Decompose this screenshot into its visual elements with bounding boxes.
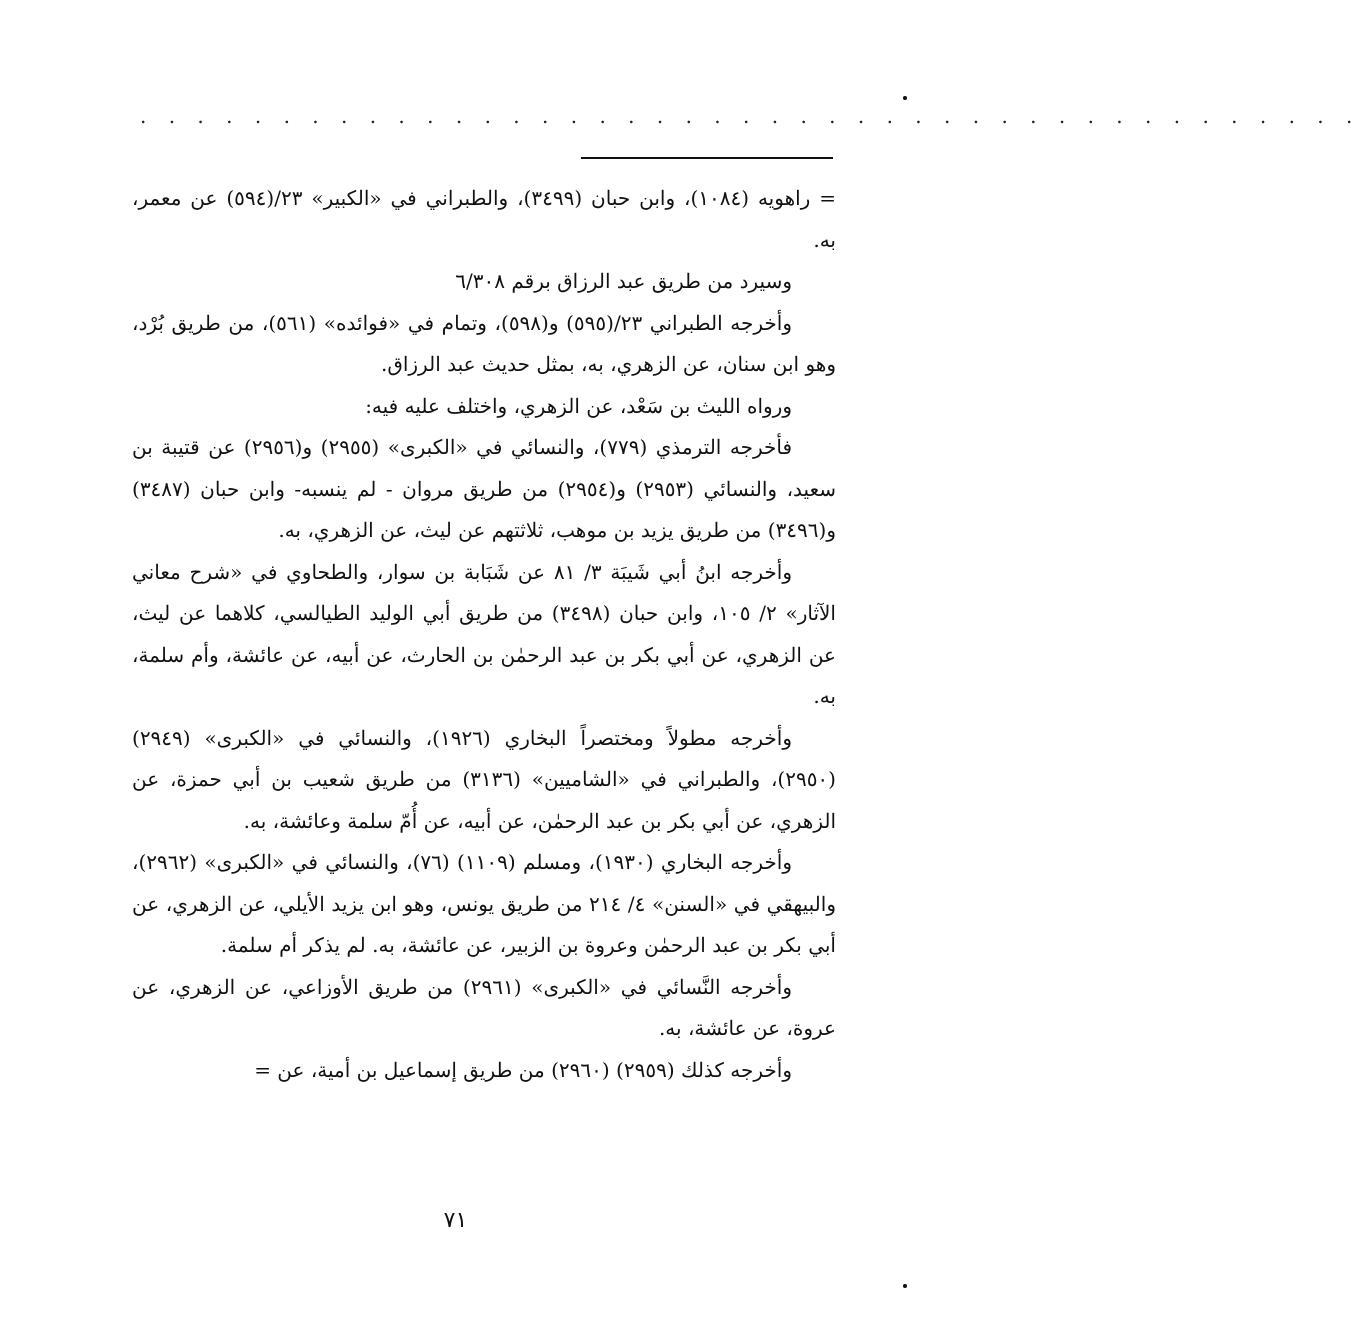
footnote-rule (581, 157, 833, 159)
section-separator-dots: . . . . . . . . . . . . . . . . . . . . . . . . . . . . . . . . . . . . . . . . . . . (140, 104, 1360, 128)
footnote-paragraph: وأخرجه كذلك (٢٩٥٩) (٢٩٦٠) من طريق إسماعيل بن أمية، عن = (254, 1057, 792, 1082)
footnote-paragraph: وأخرجه الطبراني ٢٣/(٥٩٥) و(٥٩٨)، وتمام في «فوائده» (٥٦١)، من طريق بُرْد، وهو ابن سنان، عن الزهري، به، بمثل حديث عبد الرزاق. (132, 310, 836, 376)
footnote-paragraph: = راهويه (١٠٨٤)، وابن حبان (٣٤٩٩)، والطبراني في «الكبير» ٢٣/(٥٩٤) عن معمر، به. (132, 186, 836, 252)
footnote-paragraph: فأخرجه الترمذي (٧٧٩)، والنسائي في «الكبرى» (٢٩٥٥) و(٢٩٥٦) عن قتيبة بن سعيد، والنسائي (٢٩٥٣) و(٢٩٥٤) من طريق مروان - لم ينسبه- وابن حبان (٣٤٨٧) و(٣٤٩٦) من طريق يزيد بن موهب، ثلاثتهم عن ليث، عن الزهري، به. (132, 435, 836, 542)
footnote-paragraph: وأخرجه النَّسائي في «الكبرى» (٢٩٦١) من طريق الأوزاعي، عن الزهري، عن عروة، عن عائشة، به. (132, 974, 836, 1040)
scan-edge-mark (903, 1284, 907, 1288)
footnote-block (132, 178, 836, 1091)
footnote-paragraph: وأخرجه ابنُ أبي شَيبَة ٣/ ٨١ عن شَبَابة بن سوار، والطحاوي في «شرح معاني الآثار» ٢/ ١٠٥، وابن حبان (٣٤٩٨) من طريق أبي الوليد الطيالسي، كلاهما عن ليث، عن الزهري، عن أبي بكر بن عبد الرحمٰن بن الحارث، عن أبيه، عن عائشة، وأم سلمة، به. (132, 559, 836, 708)
footnote-paragraph: وأخرجه البخاري (١٩٣٠)، ومسلم (١١٠٩) (٧٦)، والنسائي في «الكبرى» (٢٩٦٢)، والبيهقي في «السنن» ٤/ ٢١٤ من طريق يونس، وهو ابن يزيد الأيلي، عن الزهري، عن أبي بكر بن عبد الرحمٰن وعروة بن الزبير، عن عائشة، به. لم يذكر أم سلمة. (132, 850, 836, 957)
footnote-paragraph: ورواه الليث بن سَعْد، عن الزهري، واختلف عليه فيه: (365, 393, 792, 418)
footnote-paragraph: وأخرجه مطولاً ومختصراً البخاري (١٩٢٦)، والنسائي في «الكبرى» (٢٩٤٩) (٢٩٥٠)، والطبراني في «الشاميين» (٣١٣٦) من طريق شعيب بن أبي حمزة، عن الزهري، عن أبي بكر بن عبد الرحمٰن، عن أبيه، عن أُمّ سلمة وعائشة، به. (132, 725, 836, 833)
footnote-paragraph: وسيرد من طريق عبد الرزاق برقم ٦/٣٠٨ (455, 269, 792, 293)
scan-edge-mark (903, 96, 907, 100)
page-number: ٧١ (443, 1208, 468, 1233)
